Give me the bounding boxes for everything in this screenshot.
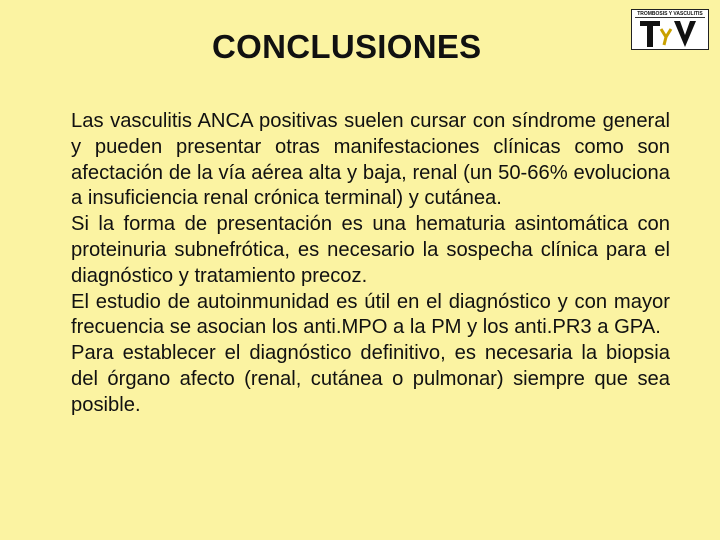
- paragraph-hematuria: Si la forma de presentación es una hematuria asintomática con proteinuria subnefrótica, es necesario la sospecha clínica para el diagnóstico y tratamiento precoz.: [71, 213, 670, 287]
- paragraph-biopsy: Para establecer el diagnóstico definitivo, es necesaria la biopsia del órgano afecto (renal, cutánea o pulmonar) siempre que sea posible.: [71, 342, 670, 416]
- tyv-logo: [631, 9, 709, 50]
- conclusions-text: [71, 109, 670, 419]
- logo-caption: TROMBOSIS Y VASCULITIS: [635, 11, 705, 18]
- slide-title: CONCLUSIONES: [212, 28, 482, 65]
- paragraph-autoimmunity: El estudio de autoinmunidad es útil en el diagnóstico y con mayor frecuencia se asocian los anti.MPO a la PM y los anti.PR3 a GPA.: [71, 290, 670, 339]
- paragraph-anca-manifestations: Las vasculitis ANCA positivas suelen cursar con síndrome general y pueden presentar otras manifestaciones clínicas como son afectación de la vía aérea alta y baja, renal (un 50-66% evoluciona a insuficiencia renal crónica terminal) y cutánea.: [71, 110, 670, 210]
- tyv-logo-icon: [638, 19, 704, 49]
